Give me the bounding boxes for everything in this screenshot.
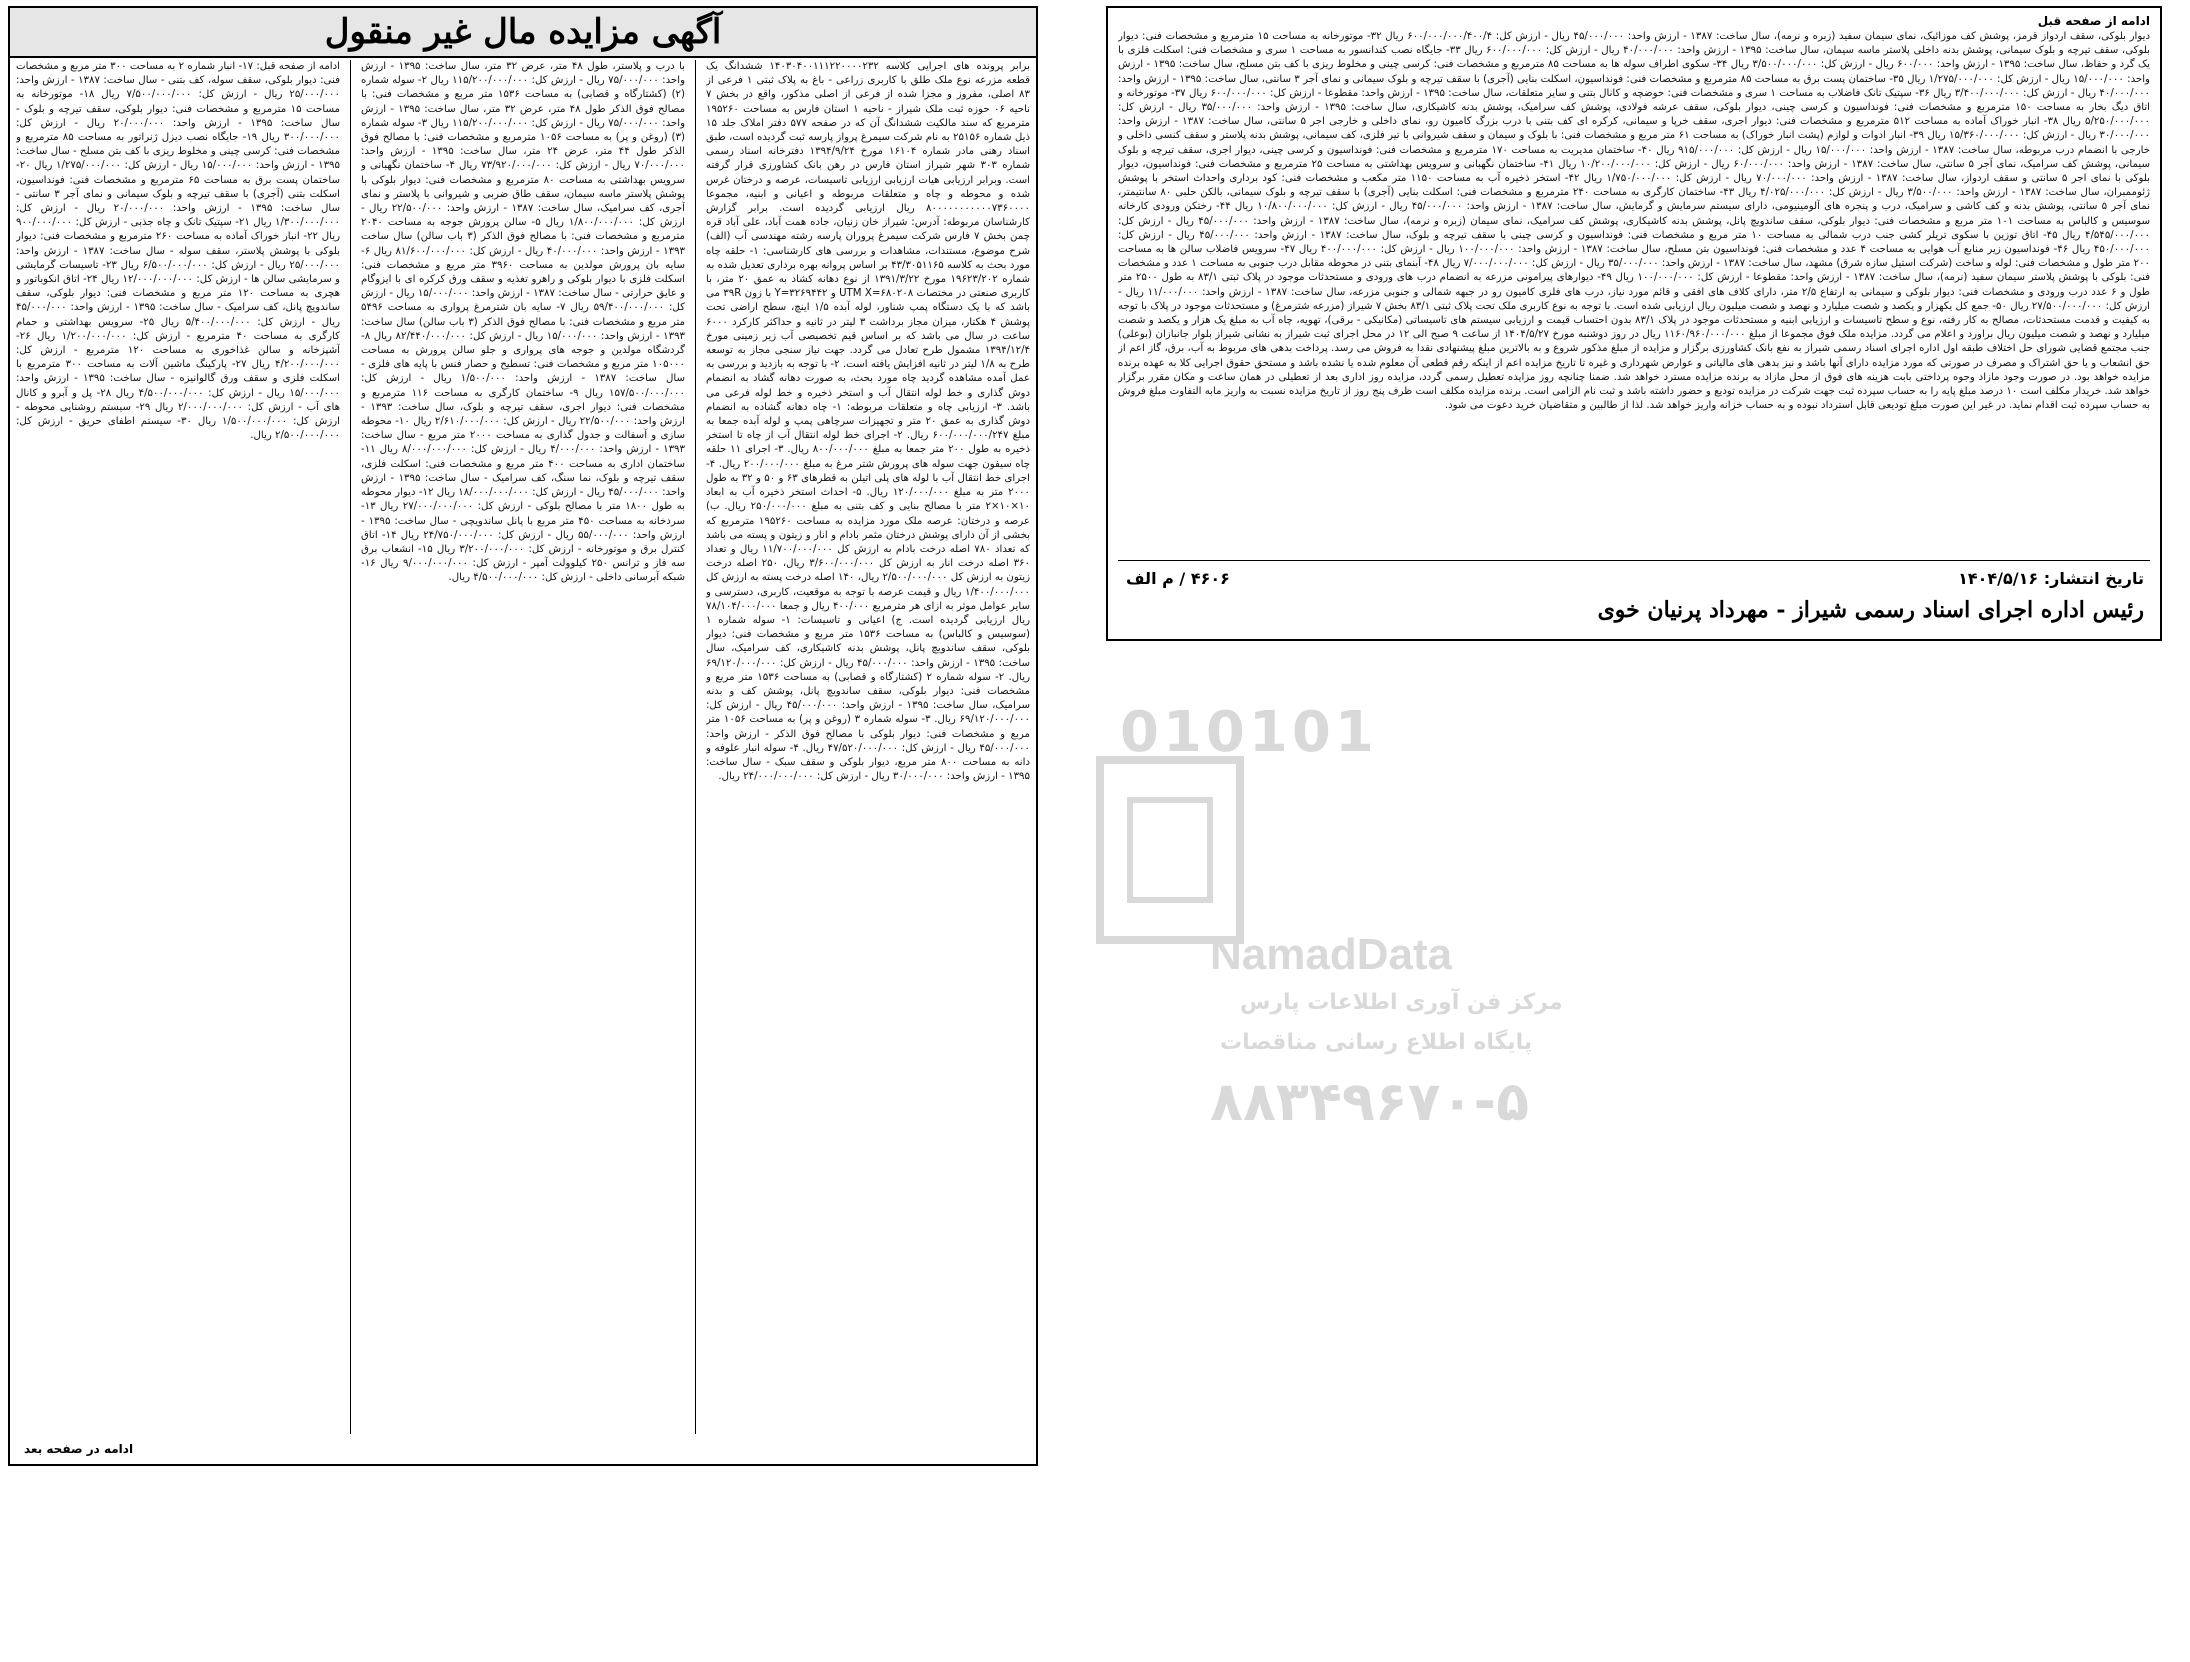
continuation-panel — [1106, 6, 2162, 641]
signature: رئیس اداره اجرای اسناد رسمی شیراز - مهرداد پرنیان خوی — [1597, 597, 2144, 623]
publish-date: ۱۴۰۴/۵/۱۶ — [1958, 569, 2039, 588]
column-divider — [695, 60, 696, 1434]
ad-column-middle: با درب و پلاستر، طول ۴۸ متر، عرض ۳۲ متر، سال ساخت: ۱۳۹۵ - ارزش واحد: ۷۵/۰۰۰/۰۰۰ ریال - ارزش کل: ۱۱۵/۲۰۰/۰۰۰/۰۰۰ ریال ۲- سوله شماره (۲) (کشتارگاه و قصابی) به مساحت ۱۵۳۶ متر مربع و مشخصات فنی: با مصالح فوق الذکر طول ۴۸ متر، عرض ۳۲ متر، سال ساخت: ۱۳۹۵ - ارزش واحد: ۷۵/۰۰۰/۰۰۰ ریال - ارزش کل: ۱۱۵/۲۰۰/۰۰۰/۰۰۰ ریال ۳- سوله شماره (۳) (روغن و پر) به مساحت ۱۰۵۶ مترمربع و مشخصات فنی: با مصالح فوق الذکر طول ۴۴ متر، عرض ۲۴ متر، سال ساخت: ۱۳۹۵ - ارزش واحد: ۷۰/۰۰۰/۰۰۰ ریال - ارزش کل: ۷۳/۹۲۰/۰۰۰/۰۰۰ ریال ۴- ساختمان نگهبانی و سرویس بهداشتی به مساحت ۸۰ مترمربع و مشخصات فنی: دیوار بلوکی با پوشش پلاستر ماسه سیمان، سقف طاق ضربی و شیروانی با پلاستر و نمای آجری، کف سرامیک، سال ساخت: ۱۳۸۷ - ارزش واحد: ۲۲/۵۰۰/۰۰۰ ریال - ارزش کل: ۱/۸۰۰/۰۰۰/۰۰۰ ریال ۵- سالن پرورش جوجه به مساحت ۲۰۴۰ مترمربع و مشخصات فنی: با مصالح فوق الذکر (۳ باب سالن) سال ساخت ۱۳۹۳ - ارزش واحد: ۴۰/۰۰۰/۰۰۰ ریال - ارزش کل: ۸۱/۶۰۰/۰۰۰/۰۰۰ ریال ۶- سایه بان پرورش مولدین به مساحت ۳۹۶۰ متر مربع و مشخصات فنی: اسکلت فلزی با دیوار بلوکی و راهرو تغذیه و سقف ورق کرکره ای با ایزوگام و عایق حرارتی - سال ساخت: ۱۳۸۷ - ارزش واحد: ۱۵/۰۰۰/۰۰۰ ریال - ارزش کل: ۵۹/۴۰۰/۰۰۰/۰۰۰ ریال ۷- سایه بان شترمرغ پرواری به مساحت ۵۴۹۶ متر مربع و مشخصات فنی: با مصالح فوق الذکر (۳ باب سالن) سال ساخت: ۱۳۹۳ - ارزش واحد: ۱۵/۰۰۰/۰۰۰ ریال - ارزش کل: ۸۲/۴۴۰/۰۰۰/۰۰۰ ریال ۸- گردشگاه مولدین و جوجه های پرواری و جلو سالن پرورش به مساحت ۱۰۵۰۰۰ متر مربع و مشخصات فنی: تسطیح و حصار فنس با پایه های فلزی - سال ساخت: ۱۳۸۷ - ارزش واحد: ۱/۵۰۰/۰۰۰ ریال - ارزش کل: ۱۵۷/۵۰۰/۰۰۰/۰۰۰ ریال ۹- ساختمان کارگری به مساحت ۱۱۶ مترمربع و مشخصات فنی: دیوار اجری، سقف تیرچه و بلوک، سال ساخت: ۱۳۹۳ - ارزش واحد: ۲۲/۵۰۰/۰۰۰ ریال - ارزش کل: ۲/۶۱۰/۰۰۰/۰۰۰ ریال ۱۰- محوطه سازی و آسفالت و جدول گذاری به مساحت ۲۰۰۰ متر مربع - سال ساخت: ۱۳۹۳ - ارزش واحد: ۴/۰۰۰/۰۰۰ ریال - ارزش کل: ۸/۰۰۰/۰۰۰/۰۰۰ ریال ۱۱- ساختمان اداری به مساحت ۴۰۰ متر مربع و مشخصات فنی: اسکلت فلزی، سقف تیرچه و بلوک، نما سنگ، کف سرامیک - سال ساخت: ۱۳۹۵ - ارزش واحد: ۴۵/۰۰۰/۰۰۰ ریال - ارزش کل: ۱۸/۰۰۰/۰۰۰/۰۰۰ ریال ۱۲- دیوار محوطه به طول ۱۸۰۰ متر با مصالح بلوکی - ارزش کل: ۲۷/۰۰۰/۰۰۰/۰۰۰ ریال ۱۳- سردخانه به مساحت ۴۵۰ متر مربع با پانل ساندویچی - سال ساخت: ۱۳۹۵ - ارزش واحد: ۵۵/۰۰۰/۰۰۰ ریال - ارزش کل: ۲۴/۷۵۰/۰۰۰/۰۰۰ ریال ۱۴- اتاق کنترل برق و موتورخانه - ارزش کل: ۳/۲۰۰/۰۰۰/۰۰۰ ریال ۱۵- انشعاب برق سه فاز و ترانس ۲۵۰ کیلوولت آمپر - ارزش کل: ۹/۰۰۰/۰۰۰/۰۰۰ ریال ۱۶- شبکه آبرسانی داخلی - ارزش کل: ۴/۵۰۰/۰۰۰/۰۰۰ ریال. — [361, 61, 685, 584]
watermark-logo-icon — [1080, 740, 1260, 960]
auction-ad-panel — [8, 6, 1038, 1466]
ad-footer — [1118, 560, 2150, 631]
ad-column-left: ادامه از صفحه قبل: ۱۷- انبار شماره ۲ به مساحت ۳۰۰ متر مربع و مشخصات فنی: دیوار بلوکی، سقف سوله، کف بتنی - سال ساخت: ۱۳۸۷ - ارزش واحد: ۲۵/۰۰۰/۰۰۰ ریال - ارزش کل: ۷/۵۰۰/۰۰۰/۰۰۰ ریال ۱۸- موتورخانه به مساحت ۱۵ مترمربع و مشخصات فنی: دیوار بلوکی، سقف تیرچه و بلوک - سال ساخت: ۱۳۹۵ - ارزش واحد: ۲۰/۰۰۰/۰۰۰ ریال - ارزش کل: ۳۰۰/۰۰۰/۰۰۰ ریال ۱۹- جایگاه نصب دیزل ژنراتور به مساحت ۸۵ مترمربع و مشخصات فنی: کرسی چینی و مخلوط ریزی با کف بتن مسلح - سال ساخت: ۱۳۹۵ - ارزش واحد: ۱۵/۰۰۰/۰۰۰ ریال - ارزش کل: ۱/۲۷۵/۰۰۰/۰۰۰ ریال ۲۰- ساختمان پست برق به مساحت ۶۵ مترمربع و مشخصات فنی: فونداسیون، اسکلت بتنی (آجری) با سقف تیرچه و بلوک سیمانی و نمای آجر ۳ سانتی - سال ساخت: ۱۳۹۵ - ارزش واحد: ۲۰/۰۰۰/۰۰۰ ریال - ارزش کل: ۱/۳۰۰/۰۰۰/۰۰۰ ریال ۲۱- سپتیک تانک و چاه جذبی - ارزش کل: ۹۰۰/۰۰۰/۰۰۰ ریال ۲۲- انبار خوراک آماده به مساحت ۲۶۰ مترمربع و مشخصات فنی: دیوار بلوکی با پوشش پلاستر، سقف سوله - سال ساخت: ۱۳۸۷ - ارزش واحد: ۲۵/۰۰۰/۰۰۰ ریال - ارزش کل: ۶/۵۰۰/۰۰۰/۰۰۰ ریال ۲۳- تاسیسات گرمایشی و سرمایشی سالن ها - ارزش کل: ۱۲/۰۰۰/۰۰۰/۰۰۰ ریال ۲۴- اتاق انکوباتور و هچری به مساحت ۱۲۰ متر مربع و مشخصات فنی: دیوار بلوکی، سقف ساندویچ پانل، کف سرامیک - سال ساخت: ۱۳۹۵ - ارزش واحد: ۴۵/۰۰۰/۰۰۰ ریال - ارزش کل: ۵/۴۰۰/۰۰۰/۰۰۰ ریال ۲۵- سرویس بهداشتی و حمام کارگری به مساحت ۴۰ مترمربع - ارزش کل: ۱/۲۰۰/۰۰۰/۰۰۰ ریال ۲۶- آشپزخانه و سالن غذاخوری به مساحت ۱۲۰ مترمربع - ارزش کل: ۴/۲۰۰/۰۰۰/۰۰۰ ریال ۲۷- پارکینگ ماشین آلات به مساحت ۳۰۰ مترمربع با اسکلت فلزی و سقف ورق گالوانیزه - سال ساخت: ۱۳۹۵ - ارزش واحد: ۱۵/۰۰۰/۰۰۰ ریال - ارزش کل: ۴/۵۰۰/۰۰۰/۰۰۰ ریال ۲۸- پل و آبرو و کانال های آب - ارزش کل: ۲/۰۰۰/۰۰۰/۰۰۰ ریال ۲۹- سیستم روشنایی محوطه - ارزش کل: ۱/۵۰۰/۰۰۰/۰۰۰ ریال ۳۰- سیستم اطفای حریق - ارزش کل: ۲/۵۰۰/۰۰۰/۰۰۰ ریال. — [16, 61, 340, 442]
column-divider — [350, 60, 351, 1434]
watermark-line2: پایگاه اطلاع رسانی مناقصات — [1220, 1030, 1533, 1055]
watermark-line1: مرکز فن آوری اطلاعات پارس — [1240, 990, 1563, 1015]
continued-note: ادامه در صفحه بعد — [24, 1442, 134, 1456]
watermark-brand: NamadData — [1210, 930, 1453, 979]
ad-column-right: برابر پرونده های اجرایی کلاسه ۱۴۰۳۰۴۰۰۱۱۱۲۲۰۰۰۰۲۳۲ ششدانگ یک قطعه مزرعه نوع ملک طلق با کاربری زراعی - باغ به پلاک ثبتی ۱ فرعی از ۸۳ اصلی، مفروز و مجزا شده از فرعی از اصلی مذکور، واقع در بخش ۷ ناحیه ۰۶ حوزه ثبت ملک شیراز - ناحیه ۱ استان فارس به مساحت ۱۹۵۲۶۰ مترمربع که سند مالکیت ششدانگ آن که در صفحه ۵۷۷ دفتر املاک جلد ۱۵ ذیل شماره ۲۵۱۵۶ به نام شرکت سیمرغ پرواز پارسه ثبت گردیده است، طبق اسناد رهنی مادر شماره ۱۶۱۰۴ مورخ ۱۳۹۴/۹/۲۴ دفترخانه اسناد رسمی شماره ۳۰۳ شهر شیراز استان فارس در رهن بانک کشاورزی قرار گرفته است. وبرابر ارزیابی هیات ارزیابی ارزیابی تاسیسات، عرصه و درختان غرس شده و محوطه و چاه و متعلقات مربوطه و اعیانی و ابنیه، مجموعا ۸۰۰۰۰۰۰۰۰۰۰۰۷۳۶۰۰۰۰ ریال ارزیابی گردیده است. برابر گزارش کارشناسان مربوطه: آدرس: شیراز خان زنیان، جاده همت آباد، علی آباد قره چمن بخش ۷ فارس شرکت سیمرغ پروران پارسه رشته مهندسی آب (الف) شرح موضوع، مستندات، مشاهدات و بررسی های کارشناسی: ۱- حلقه چاه مورد بحث به کلاسه ۴۳/۳۰۵۱۱۶۵ بر اساس پروانه بهره برداری تعدیل شده به شماره ۱۹۶۲۳/۲۰۲ مورخ ۱۳۹۱/۳/۲۲ از نوع دهانه کشاد به عمق ۲۰ متر، با کاربری صنعتی در مختصات UTM X=۶۸۰۲۰۸ و Y=۳۲۶۹۴۴۲ با زون ۳۹R می باشد که با یک دستگاه پمپ شناور، لوله آبده ۱/۵ اینچ، سطح اراضی تحت پوشش ۴ هکتار، میزان مجاز برداشت ۳ لیتر در ثانیه و حداکثر کارکرد ۶۰۰۰ ساعت در سال می باشد که بر اساس قیم تخصیصی آب زیر زمینی مورخ ۱۳۹۴/۱۲/۴ مشمول طرح تعادل می گردد. جهت نیاز سنجی مجاز به توسعه طرح به ۱/۸ لیتر در ثانیه افزایش یافته است. ۲- با توجه به بازدید و بررسی به عمل آمده مشاهده گردید چاه مورد بحث، به صورت دهانه گشاد به انضمام دوش گذاری و خط لوله انتقال آب و استخر ذخیره و خط لوله فرعی می باشد. ۳- ارزیابی چاه و متعلقات مربوطه: ۱- چاه دهانه گشاده به انضمام دوش گذاری به عمق ۲۰ متر و تجهیزات سرچاهی پمپ و لوله آبده جمعا به مبلغ ۶۰۰/۰۰۰/۰۰۰/۲۴۷ ریال. ۲- اجرای خط لوله انتقال آب از چاه تا استخر ذخیره به طول ۲۰۰ متر جمعا به مبلغ ۸۰۰/۰۰۰/۰۰۰ ریال. ۳- اجرای ۱۱ حلقه چاه سیفون جهت سوله های پرورش شتر مرغ به مبلغ ۲۰۰/۰۰۰/۰۰۰ ریال. ۴- اجرای خط انتقال آب با لوله های پلی اتیلن به قطرهای ۶۳ و ۵۰ و ۳۲ به طول ۲۰۰۰ متر به مبلغ ۱۲۰/۰۰۰/۰۰۰ ریال. ۵- احداث استخر ذخیره آب به ابعاد ۱۰×۱۰×۲ متر با مصالح بنایی و کف بتنی به مبلغ ۲۵۰/۰۰۰/۰۰۰ ریال. ب) عرصه و درختان: عرصه ملک مورد مزایده به مساحت ۱۹۵۲۶۰ مترمربع که بخشی از آن دارای پوشش درختان مثمر بادام و انار و زیتون و پسته می باشد که تعداد ۷۸۰ اصله درخت بادام به ارزش کل ۱۱/۷۰۰/۰۰۰/۰۰۰ ریال و تعداد ۳۶۰ اصله درخت انار به ارزش کل ۳/۶۰۰/۰۰۰/۰۰۰ ریال، ۲۵۰ اصله درخت زیتون به ارزش کل ۲/۵۰۰/۰۰۰/۰۰۰ ریال، ۱۴۰ اصله درخت پسته به ارزش کل ۱/۴۰۰/۰۰۰/۰۰۰ ریال و قیمت عرصه با توجه به موقعیت، کاربری، دسترسی و سایر عوامل موثر به ازای هر مترمربع ۴۰۰/۰۰۰ ریال و جمعا ۷۸/۱۰۴/۰۰۰/۰۰۰ ریال ارزیابی گردیده است. ج) اعیانی و تاسیسات: ۱- سوله شماره ۱ (سوسیس و کالباس) به مساحت ۱۵۳۶ متر مربع و مشخصات فنی: دیوار بلوکی، سقف ساندویچ پانل، پوشش بدنه کاشیکاری، کف سرامیک، سال ساخت: ۱۳۹۵ - ارزش واحد: ۴۵/۰۰۰/۰۰۰ ریال - ارزش کل: ۶۹/۱۲۰/۰۰۰/۰۰۰ ریال. ۲- سوله شماره ۲ (کشتارگاه و قصابی) به مساحت ۱۵۳۶ متر مربع و مشخصات فنی: دیوار بلوکی، سقف ساندویچ پانل، پوشش کف و بدنه سرامیک، سال ساخت: ۱۳۹۵ - ارزش واحد: ۴۵/۰۰۰/۰۰۰ ریال - ارزش کل: ۶۹/۱۲۰/۰۰۰/۰۰۰ ریال. ۳- سوله شماره ۳ (روغن و پر) به مساحت ۱۰۵۶ متر مربع و مشخصات فنی: دیوار بلوکی با مصالح فوق الذکر - ارزش واحد: ۴۵/۰۰۰/۰۰۰ ریال - ارزش کل: ۴۷/۵۲۰/۰۰۰/۰۰۰ ریال. ۴- سوله انبار علوفه و دانه به مساحت ۸۰۰ متر مربع، دیوار بلوکی و سقف سبک - سال ساخت: ۱۳۹۵ - ارزش واحد: ۳۰/۰۰۰/۰۰۰ ریال - ارزش کل: ۲۴/۰۰۰/۰۰۰/۰۰۰ ریال. — [706, 61, 1030, 783]
watermark-phone: ۸۸۳۴۹۶۷۰-۵ — [1210, 1070, 1530, 1133]
publish-date-label: تاریخ انتشار: — [2043, 569, 2144, 588]
continuation-header: ادامه از صفحه قبل — [2037, 14, 2150, 28]
ad-code: ۴۶۰۶ / م الف — [1126, 569, 1230, 588]
continuation-body: دیوار بلوکی، سقف اردواز قرمز، پوشش کف موزائیک، نمای سیمان سفید (زبره و نرمه)، سال ساخت: ۱۳۸۷ - ارزش واحد: ۴۵/۰۰۰/۰۰۰ ریال - ارزش کل: ۶۰۰/۰۰۰/۰۰۰/۴۰۰/۴ ریال ۳۲- موتورخانه به مساحت ۱۵ مترمربع و مشخصات فنی: دیوار بلوکی، سقف تیرچه و بلوک سیمانی، پوشش بدنه داخلی پلاستر ماسه سیمان، سال ساخت: ۱۳۹۵ - ارزش واحد: ۴۰/۰۰۰/۰۰۰ ریال - ارزش کل: ۶۰۰/۰۰۰/۰۰۰ ریال ۳۳- جایگاه نصب کندانسور به مساحت ۱ سری و مشخصات فنی: اسکلت فلزی با یک گرد و حفاظ، سال ساخت: ۱۳۹۵ - ارزش واحد: ۶۰۰/۰۰۰ ریال - ارزش کل: ۳/۵۰۰/۰۰۰/۰۰۰ ریال ۳۴- سکوی اطراف سوله ها به مساحت ۸۵ مترمربع و مشخصات فنی: کرسی چینی و مخلوط ریزی با کف بتن مسلح، سال ساخت: ۱۳۹۵ - ارزش واحد: ۱۵/۰۰۰/۰۰۰ ریال - ارزش کل: ۱/۲۷۵/۰۰۰/۰۰۰ ریال ۳۵- ساختمان پست برق به مساحت ۸۵ مترمربع و مشخصات فنی: فونداسیون، اسکلت بنایی (آجری) با سقف تیرچه و بلوک سیمانی و نمای آجر ۳ سانتی، سال ساخت: ۱۳۹۵ - ارزش واحد: ۴۰/۰۰۰/۰۰۰ ریال - ارزش کل: ۳/۴۰۰/۰۰۰/۰۰۰ ریال ۳۶- سپتیک تانک فاضلاب به مساحت ۱ سری و مشخصات فنی: حوضچه و کانال بتنی و سایر متعلقات، سال ساخت: ۱۳۹۵ - ارزش واحد: مقطوعا - ارزش کل: ۶۰۰/۰۰۰/۰۰۰ ریال ۳۷- موتورخانه و اتاق دیگ بخار به مساحت ۱۵۰ مترمربع و مشخصات فنی: فونداسیون و کرسی چینی، دیوار بلوکی، سقف عرشه فولادی، پوشش کف سرامیک، پوشش بدنه کاشیکاری، سال ساخت: ۱۳۹۵ - ارزش واحد: ۳۵/۰۰۰/۰۰۰ ریال - ارزش کل: ۵/۲۵۰/۰۰۰/۰۰۰ ریال ۳۸- انبار خوراک آماده به مساحت ۵۱۲ مترمربع و مشخصات فنی: دیوار اجری، سقف خرپا و سیمانی، کرکره ای کف بتنی با درب بزرگ کامیون رو، نمای داخلی و خارجی اجر ۵ سانتی، سال ساخت: ۱۳۸۷ - ارزش واحد: ۳۰/۰۰۰/۰۰۰ ریال - ارزش کل: ۱۵/۳۶۰/۰۰۰/۰۰۰ ریال ۳۹- انبار ادوات و لوازم (پشت انبار خوراک) به مساحت ۶۱ متر مربع و مشخصات فنی: با بلوک و سیمان و سقف شیروانی با تیر فلزی، کف سیمانی، پوشش بدنه پلاستر و سقف کنسی داخلی و خارجی با انضمام درب مربوطه، سال ساخت: ۱۳۸۷ - ارزش واحد: ۱۵/۰۰۰/۰۰۰ ریال - ارزش کل: ۹۱۵/۰۰۰/۰۰۰ ریال ۴۰- ساختمان مدیریت به مساحت ۱۷۰ مترمربع و مشخصات فنی: فونداسیون و کرسی چینی، دیوار اجری، سقف تیرچه و بلوک سیمانی، پوشش کف سرامیک، نمای آجر ۵ سانتی، سال ساخت: ۱۳۸۷ - ارزش واحد: ۶۰/۰۰۰/۰۰۰ ریال - ارزش کل: ۱۰/۲۰۰/۰۰۰/۰۰۰ ریال ۴۱- ساختمان نگهبانی و سرویس بهداشتی به مساحت ۲۵ مترمربع و مشخصات فنی: فونداسیون، دیوار بلوکی با نمای اجر ۵ سانتی و سقف اردواز، سال ساخت: ۱۳۸۷ - ارزش واحد: ۷۰/۰۰۰/۰۰۰ ریال - ارزش کل: ۱/۷۵۰/۰۰۰/۰۰۰ ریال ۴۲- استخر ذخیره آب به مساحت ۱۱۵۰ متر مکعب و مشخصات فنی: کود برداری واحداث استخر با پوشش ژئوممبران، سال ساخت: ۱۳۸۷ - ارزش واحد: ۳/۵۰۰/۰۰۰ ریال - ارزش کل: ۴/۰۲۵/۰۰۰/۰۰۰ ریال ۴۳- ساختمان کارگری به مساحت ۲۴۰ مترمربع و مشخصات فنی: اسکلت بنایی (آجری) با سقف تیرچه و بلوک سیمانی، بالکن حلبی ۸۰ سانتیمتر، نمای آجر ۵ سانتی، پوشش بدنه و کف کاشی و سرامیک، درب و پنجره های آلومینیومی، دارای سیستم سرمایش و گرمایش، سال ساخت: ۱۳۸۷ - ارزش واحد: ۴۵/۰۰۰/۰۰۰ ریال - ارزش کل: ۱۰/۸۰۰/۰۰۰/۰۰۰ ریال ۴۴- رختکن ورودی کارخانه سوسیس و کالباس به مساحت ۱۰۱ متر مربع و مشخصات فنی: دیوار بلوکی، سقف ساندویچ پانل، پوشش بدنه کاشیکاری، پوشش کف سرامیک، نمای سیمان (زبره و نرمه)، سال ساخت: ۱۳۸۷ - ارزش واحد: ۴۵/۰۰۰/۰۰۰ ریال - ارزش کل: ۴/۵۴۵/۰۰۰/۰۰۰ ریال ۴۵- اتاق توزین با سکوی تریلر کشی جنب درب شمالی به مساحت ۱۰ متر مربع و مشخصات فنی: فونداسیون و کرسی چینی با سقف تیرچه و بلوک، سال ساخت: ۱۳۸۷ - ارزش واحد: ۴۵/۰۰۰/۰۰۰ ریال - ارزش کل: ۴۵۰/۰۰۰/۰۰۰ ریال ۴۶- فونداسیون زیر منابع آب هوایی به مساحت ۴ عدد و مشخصات فنی: فونداسیون بتن مسلح، سال ساخت: ۱۳۸۷ - ارزش واحد: ۱۰۰/۰۰۰/۰۰۰ ریال - ارزش کل: ۴۰۰/۰۰۰/۰۰۰ ریال ۴۷- سرویس فاضلاب سالن ها به مساحت ۲۰۰ متر طول و مشخصات فنی: لوله و ساخت (شرکت استیل سازه شرق) مشهد، سال ساخت: ۱۳۸۷ - ارزش واحد: ۳۵/۰۰۰/۰۰۰ ریال - ارزش کل: ۷/۰۰۰/۰۰۰/۰۰۰ ریال ۴۸- آبنمای بتنی در محوطه مقابل درب جنوبی به مساحت ۱ عدد و مشخصات فنی: بلوکی با پوشش پلاستر سیمان سفید (نرمه)، سال ساخت: ۱۳۸۷ - ارزش واحد: مقطوعا - ارزش کل: ۱۰۰/۰۰۰/۰۰۰ ریال ۴۹- دیوارهای پیرامونی مزرعه به انضمام درب های ورودی و مستحدثات موجود در پلاک ثبتی ۸۳/۱ به طول ۲۵۰۰ متر طول و ۶ عدد درب ورودی و مشخصات فنی: دیوار بلوکی و سیمانی به ارتفاع ۲/۵ متر، دارای کلاف های افقی و قائم مورد نیاز، درب های فلزی کامیون رو در جبهه شمالی و جنوبی مزرعه، سال ساخت: ۱۳۸۷ - ارزش واحد: ۱۱/۰۰۰/۰۰۰ ریال - ارزش کل: ۲۷/۵۰۰/۰۰۰/۰۰۰ ریال ۵۰- جمع کل یکهزار و یکصد و شصت میلیارد و نهصد و شصت میلیون ریال ارزیابی شده است. با توجه به نوع کاربری ملک تحت پلاک ثبتی ۸۳/۱ بخش ۷ شیراز (مزرعه شترمرغ) و مستحدثات موجود در پلاک با توجه به کیفیت و قدمت مستحدثات، مصالح به کار رفته، نوع و سطح تاسیسات و ارزیابی ابنیه و مستحدثات موجود در پلاک ۸۳/۱ بدون احتساب قیمت و ارزیابی سیستم های تاسیساتی (مکانیکی - برقی)، تهویه، چاه آب به مبلغ یک هزار و یکصد و شصت میلیارد و نهصد و شصت میلیون ریال براورد و اعلام می گردد. مزایده ملک فوق مجموعا از مبلغ ۱۱۶۰/۹۶۰/۰۰۰/۰۰۰ ریال در روز دوشنبه مورخ ۱۴۰۴/۵/۲۷ از ساعت ۹ صبح الی ۱۲ در محل اجرای ثبت شیراز به نشانی شیراز بلوار جانبازان (بوعلی) جنب مجتمع قضایی شورای حل اختلاف طبقه اول اداره اجرای اسناد رسمی شیراز به نفع بانک کشاورزی برگزار و مزایده از مبلغ مذکور شروع و به بالاترین مبلغ پیشنهادی نقدا به فروش می رسد. پرداخت بدهی های مربوط به آب، برق، گاز اعم از حق انشعاب و یا حق اشتراک و مصرف در صورتی که مورد مزایده دارای آنها باشد و نیز بدهی های مالیاتی و عوارض شهرداری و غیره تا تاریخ مزایده اعم از اینکه رقم قطعی آن معلوم شده یا نشده باشد و مستحق حقوق اجرایی کلا به عهده برنده مزایده خواهد بود. در صورت وجود مازاد وجوه پرداختی بابت هزینه های فوق از محل مازاد به برنده مزایده مسترد خواهد شد. ضمنا چنانچه روز مزایده تعطیل رسمی گردد، مزایده روز اداری بعد از تعطیلی در همان ساعت و مکان مقرر برگزار خواهد شد. خریدار مکلف است ۱۰ درصد مبلغ پایه را به حساب سپرده ثبت جهت شرکت در مزایده تودیع و حضور داشته باشد و ثبت نام الزامی است. برنده مزایده مکلف است ظرف پنج روز از تاریخ مزایده نسبت به واریز مابه التفاوت مبلغ فروش به حساب سپرده ثبت اقدام نماید. در غیر این صورت مبلغ تودیعی قابل استرداد نبوده و به حساب خزانه واریز خواهد شد. لذا از طالبین و متقاضیان خرید دعوت می شود. — [1118, 31, 2150, 412]
ad-title: آگهی مزایده مال غیر منقول — [10, 8, 1036, 58]
ad-columns — [16, 60, 1030, 1434]
publish-date-line — [1958, 569, 2144, 588]
watermark — [1060, 700, 1620, 1220]
watermark-digits: 010101 — [1120, 700, 1378, 765]
